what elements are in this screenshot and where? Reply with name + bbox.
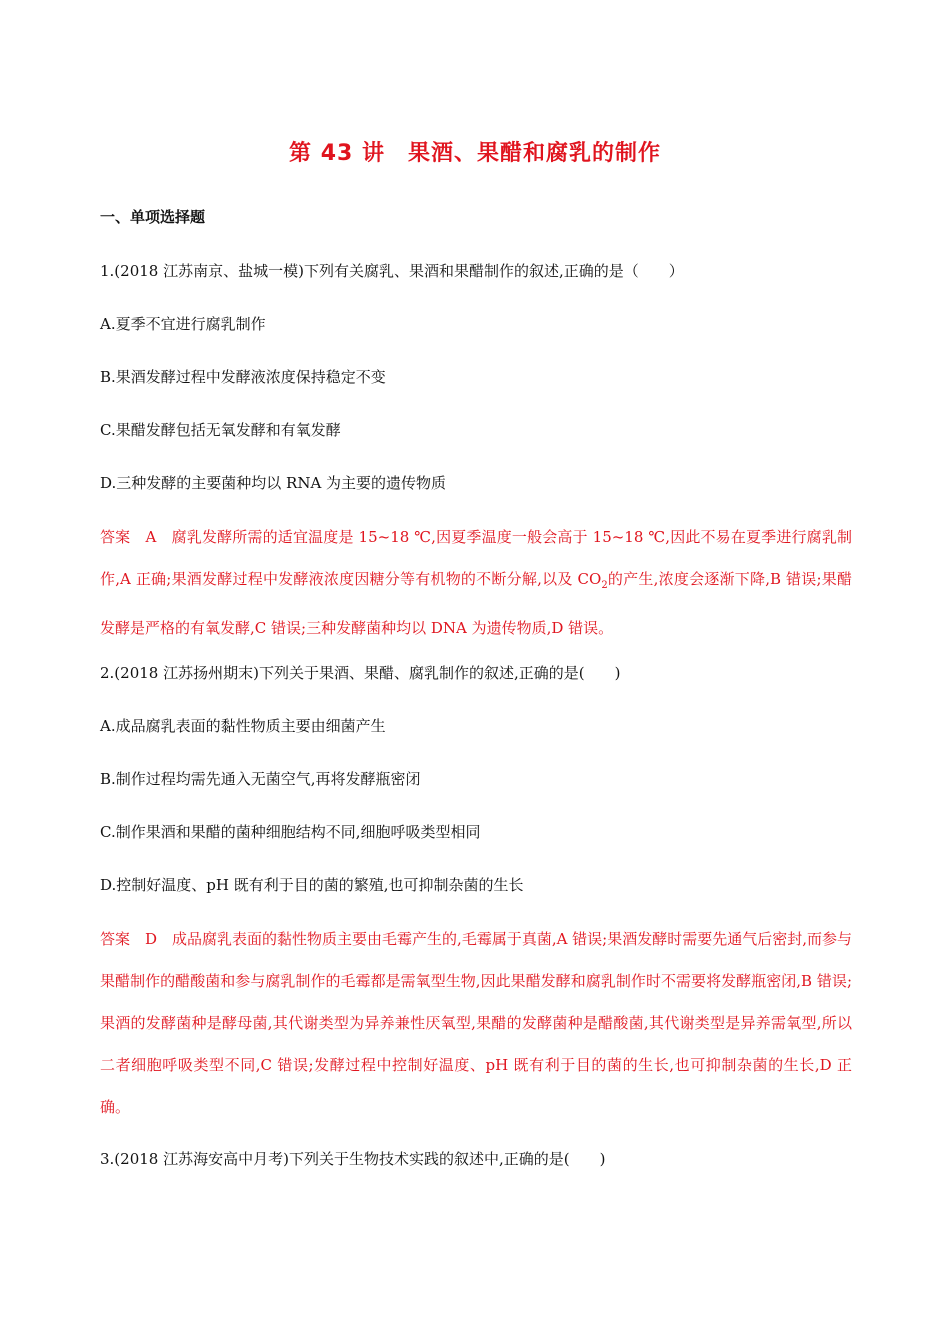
answer-explanation-part-2: 的产生,浓度会逐渐下降,B 错误;果醋发酵是严格的有氧发酵,C 错误;三种发酵菌种均以 DNA 为遗传物质,D 错误。 xyxy=(100,570,852,637)
answer-label: 答案 D xyxy=(100,930,158,948)
question-1-answer xyxy=(100,516,852,649)
question-1-option-a: A.夏季不宜进行腐乳制作 xyxy=(100,315,266,333)
question-1-option-d: D.三种发酵的主要菌种均以 RNA 为主要的遗传物质 xyxy=(100,474,447,492)
section-heading: 一、单项选择题 xyxy=(100,208,206,226)
question-1-option-b: B.果酒发酵过程中发酵液浓度保持稳定不变 xyxy=(100,368,386,386)
answer-explanation: 成品腐乳表面的黏性物质主要由毛霉产生的,毛霉属于真菌,A 错误;果酒发酵时需要先通气后密封,而参与果醋制作的醋酸菌和参与腐乳制作的毛霉都是需氧型生物,因此果醋发酵和腐乳制作时不需要将发酵瓶密闭,B 错误;果酒的发酵菌种是酵母菌,其代谢类型为异养兼性厌氧型,果醋的发酵菌种是醋酸菌,其代谢类型是异养需氧型,所以二者细胞呼吸类型不同,C 错误;发酵过程中控制好温度、pH 既有利于目的菌的生长,也可抑制杂菌的生长,D 正确。 xyxy=(100,930,853,1116)
question-1-option-c: C.果醋发酵包括无氧发酵和有氧发酵 xyxy=(100,421,341,439)
question-2-stem: 2.(2018 江苏扬州期末)下列关于果酒、果醋、腐乳制作的叙述,正确的是( ) xyxy=(100,664,621,682)
question-2-answer xyxy=(100,918,852,1128)
question-2-option-d: D.控制好温度、pH 既有利于目的菌的繁殖,也可抑制杂菌的生长 xyxy=(100,876,524,894)
answer-explanation-part-1: 腐乳发酵所需的适宜温度是 15~18 ℃,因夏季温度一般会高于 15~18 ℃,因此不易在夏季进行腐乳制作,A 正确;果酒发酵过程中发酵液浓度因糖分等有机物的不断分解,以及 CO xyxy=(100,528,852,588)
question-1-stem: 1.(2018 江苏南京、盐城一模)下列有关腐乳、果酒和果醋制作的叙述,正确的是（ ） xyxy=(100,262,684,280)
page-title: 第 43 讲 果酒、果醋和腐乳的制作 xyxy=(289,141,661,166)
answer-label: 答案 A xyxy=(100,528,157,546)
question-2-option-b: B.制作过程均需先通入无菌空气,再将发酵瓶密闭 xyxy=(100,770,421,788)
subscript-2: 2 xyxy=(601,580,608,591)
question-2-option-a: A.成品腐乳表面的黏性物质主要由细菌产生 xyxy=(100,717,386,735)
question-2-option-c: C.制作果酒和果醋的菌种细胞结构不同,细胞呼吸类型相同 xyxy=(100,823,481,841)
question-3-stem: 3.(2018 江苏海安高中月考)下列关于生物技术实践的叙述中,正确的是( ) xyxy=(100,1150,606,1168)
